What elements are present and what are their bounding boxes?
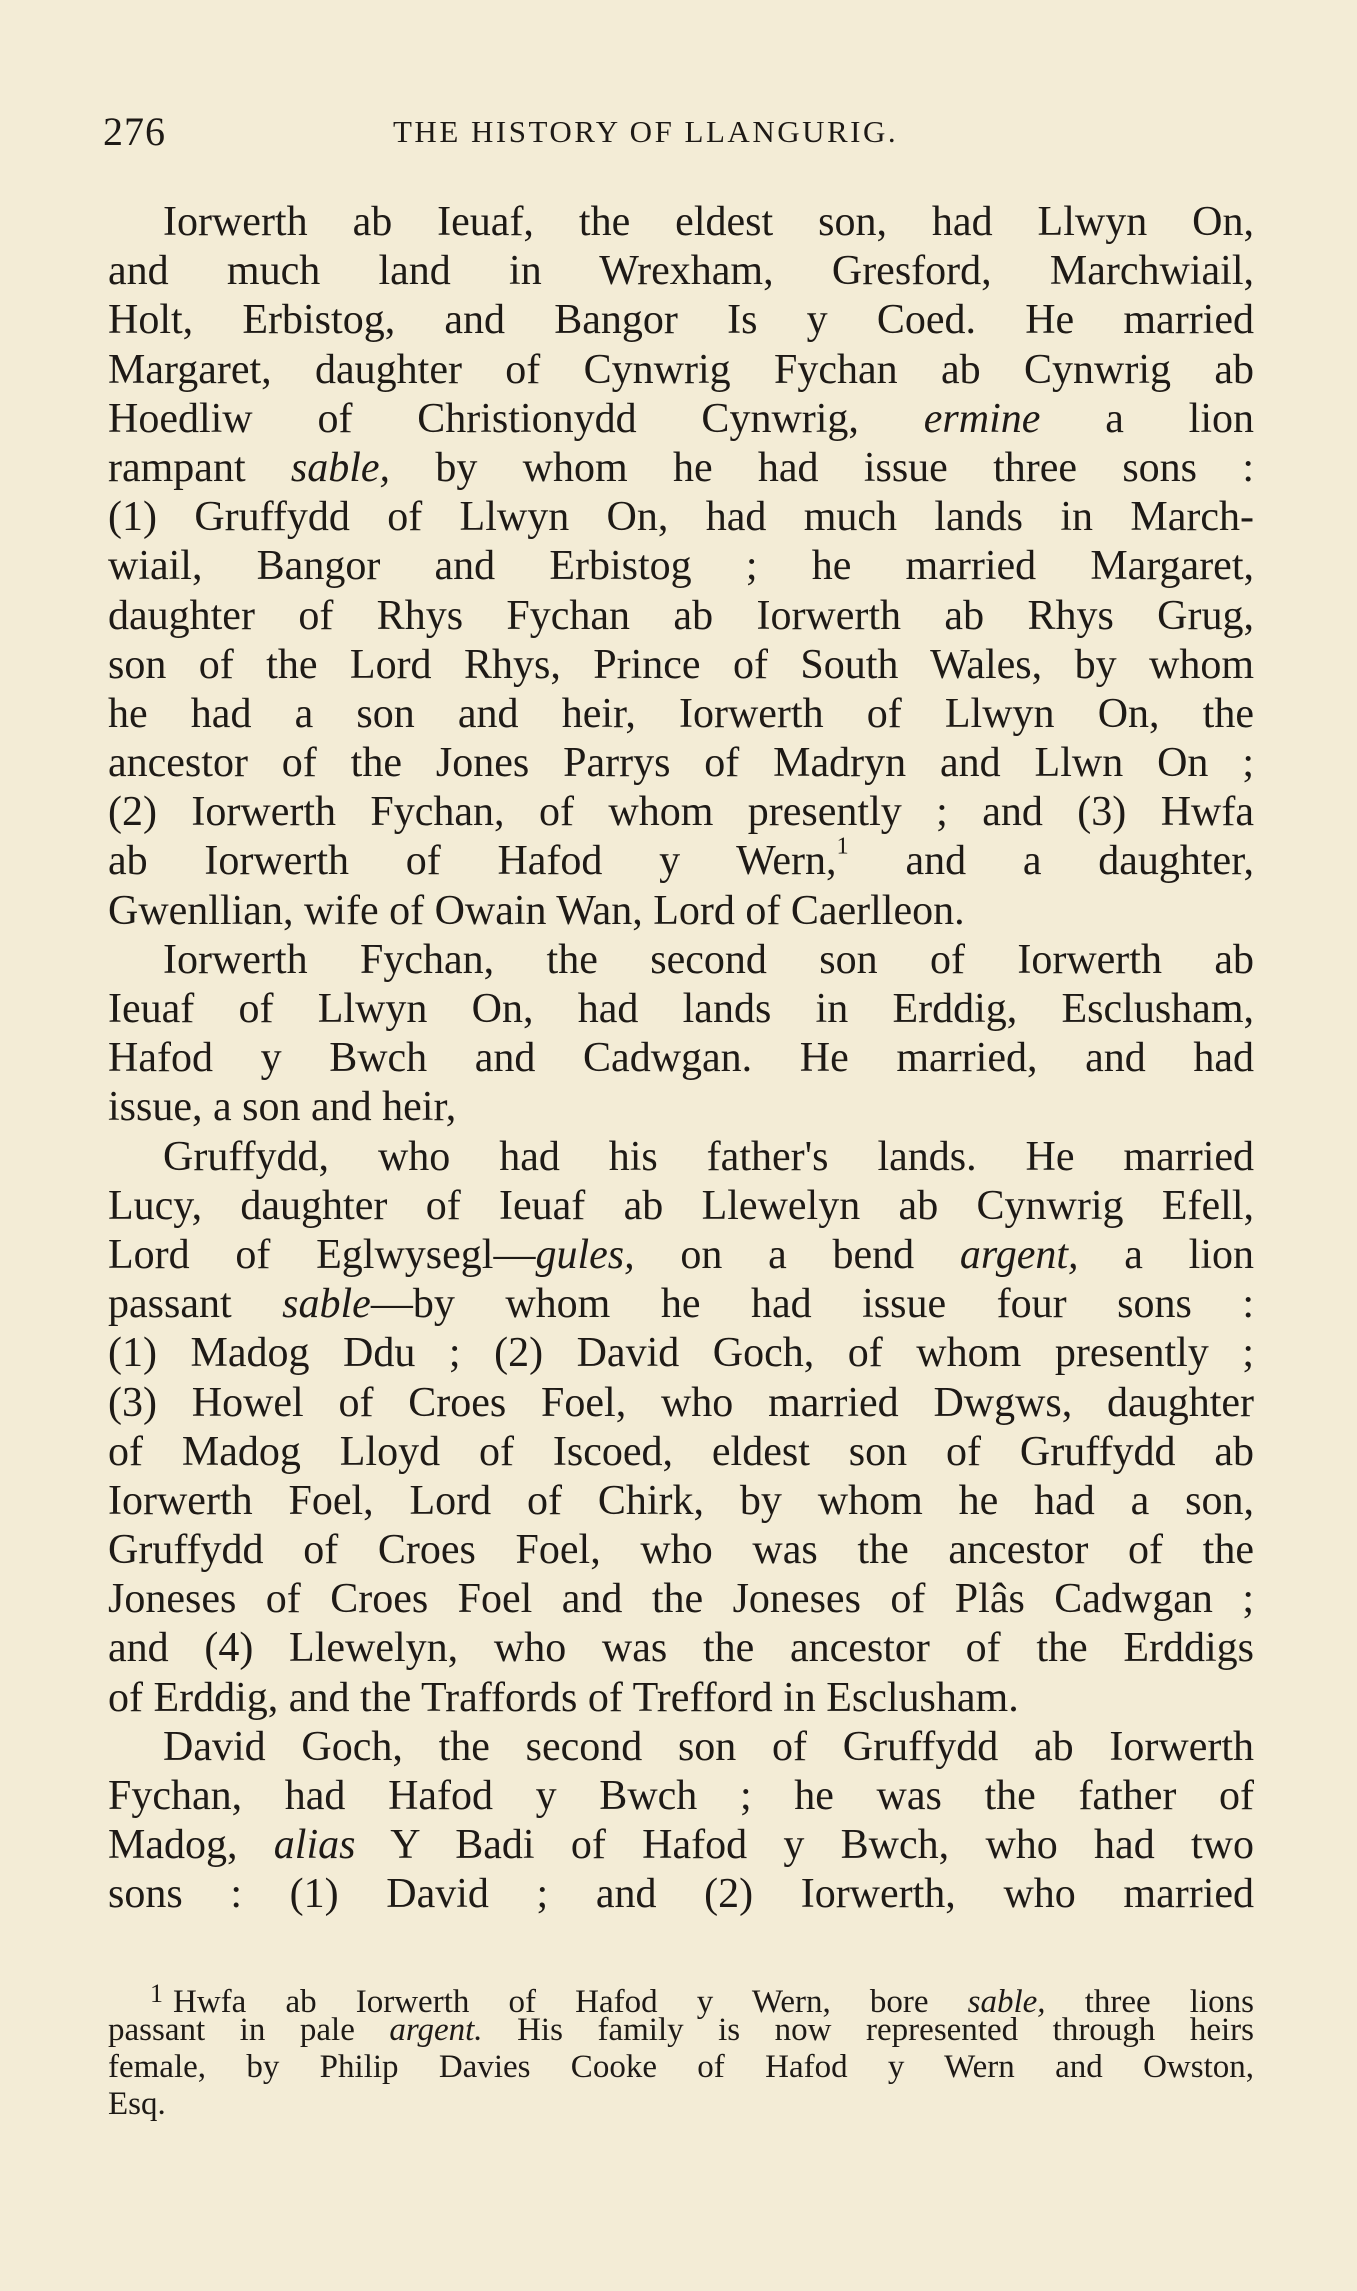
italic-text: sable, <box>967 1984 1046 2020</box>
text-line: ancestor of the Jones Parrys of Madryn and Llwn On ; <box>108 740 1254 787</box>
text-line: Iorwerth ab Ieuaf, the eldest son, had Llwyn On, <box>163 199 1254 245</box>
text-line: daughter of Rhys Fychan ab Iorwerth ab Rhys Grug, <box>108 592 1254 639</box>
text-line: Hafod y Bwch and Cadwgan. He married, and had <box>108 1035 1254 1082</box>
text-line: son of the Lord Rhys, Prince of South Wales, by whom <box>108 641 1254 688</box>
text-line: Lucy, daughter of Ieuaf ab Llewelyn ab Cynwrig Efell, <box>108 1182 1254 1229</box>
text-line: he had a son and heir, Iorwerth of Llwyn On, the <box>108 690 1254 737</box>
text-line: (2) Iorwerth Fychan, of whom presently ; and (3) Hwfa <box>108 789 1254 836</box>
text-line: of Madog Lloyd of Iscoed, eldest son of Gruffydd ab <box>108 1428 1254 1475</box>
footnote-reference: 1 <box>836 832 849 860</box>
italic-text: argent. <box>389 2012 483 2048</box>
italic-text: ermine <box>923 395 1041 442</box>
text-line: Holt, Erbistog, and Bangor Is y Coed. He married <box>108 297 1254 344</box>
italic-text: gules, <box>535 1231 635 1278</box>
page-number: 276 <box>103 109 166 154</box>
text-line: and (4) Llewelyn, who was the ancestor of the Erddigs <box>108 1625 1254 1672</box>
italic-text: sable <box>282 1281 371 1328</box>
footnotes <box>108 1975 1254 2123</box>
text-line: (3) Howel of Croes Foel, who married Dwgws, daughter <box>108 1379 1254 1426</box>
text-line: wiail, Bangor and Erbistog ; he married Margaret, <box>108 543 1254 590</box>
text-line: (1) Gruffydd of Llwyn On, had much lands in March- <box>108 494 1254 541</box>
italic-text: argent, <box>959 1231 1079 1278</box>
italic-text: sable, <box>290 444 391 491</box>
text-line: rampant sable, by whom he had issue three sons : <box>108 444 1254 491</box>
text-line: passant sable—by whom he had issue four sons : <box>108 1281 1254 1328</box>
text-line: Iorwerth Fychan, the second son of Iorwerth ab <box>163 936 1254 983</box>
italic-text: alias <box>273 1822 356 1869</box>
text-line: Gruffydd of Croes Foel, who was the ancestor of the <box>108 1527 1254 1574</box>
text-line: issue, a son and heir, <box>108 1084 457 1131</box>
text-line: Lord of Eglwysegl—gules, on a bend argent, a lion <box>108 1231 1254 1278</box>
running-head <box>103 108 1253 158</box>
text-line: Gruffydd, who had his father's lands. He married <box>163 1133 1254 1180</box>
text-line: Margaret, daughter of Cynwrig Fychan ab Cynwrig ab <box>108 346 1254 393</box>
text-line: (1) Madog Ddu ; (2) David Goch, of whom presently ; <box>108 1330 1254 1377</box>
text-line: Madog, alias Y Badi of Hafod y Bwch, who had two <box>108 1822 1254 1869</box>
footnote-line: female, by Philip Davies Cooke of Hafod y Wern and Owston, <box>108 2049 1254 2085</box>
footnote-marker: 1 <box>150 1979 163 2008</box>
running-title: THE HISTORY OF LLANGURIG. <box>393 114 899 149</box>
text-line: Hoedliw of Christionydd Cynwrig, ermine a lion <box>108 395 1255 442</box>
text-line: of Erddig, and the Traffords of Trefford in Esclusham. <box>108 1674 1019 1721</box>
text-line: ab Iorwerth of Hafod y Wern,$^1$ and a daughter, <box>108 832 1254 885</box>
text-line: David Goch, the second son of Gruffydd ab Iorwerth <box>163 1723 1254 1770</box>
text-line: sons : (1) David ; and (2) Iorwerth, who married <box>108 1871 1254 1918</box>
text-line: Iorwerth Foel, Lord of Chirk, by whom he had a son, <box>108 1477 1254 1524</box>
text-line: Ieuaf of Llwyn On, had lands in Erddig, Esclusham, <box>108 986 1254 1032</box>
body-text <box>108 198 1254 1920</box>
text-line: Joneses of Croes Foel and the Joneses of Plâs Cadwgan ; <box>108 1576 1254 1623</box>
footnote-line: Esq. <box>108 2086 166 2122</box>
text-line: Fychan, had Hafod y Bwch ; he was the father of <box>108 1773 1254 1819</box>
footnote-line: passant in pale argent. His family is now represented through heirs <box>108 2012 1254 2048</box>
text-line: Gwenllian, wife of Owain Wan, Lord of Caerlleon. <box>108 887 965 934</box>
text-line: and much land in Wrexham, Gresford, Marchwiail, <box>108 248 1254 295</box>
footnote-line: $^1$ Hwfa ab Iorwerth of Hafod y Wern, bore sable, three lions <box>150 1979 1254 2020</box>
